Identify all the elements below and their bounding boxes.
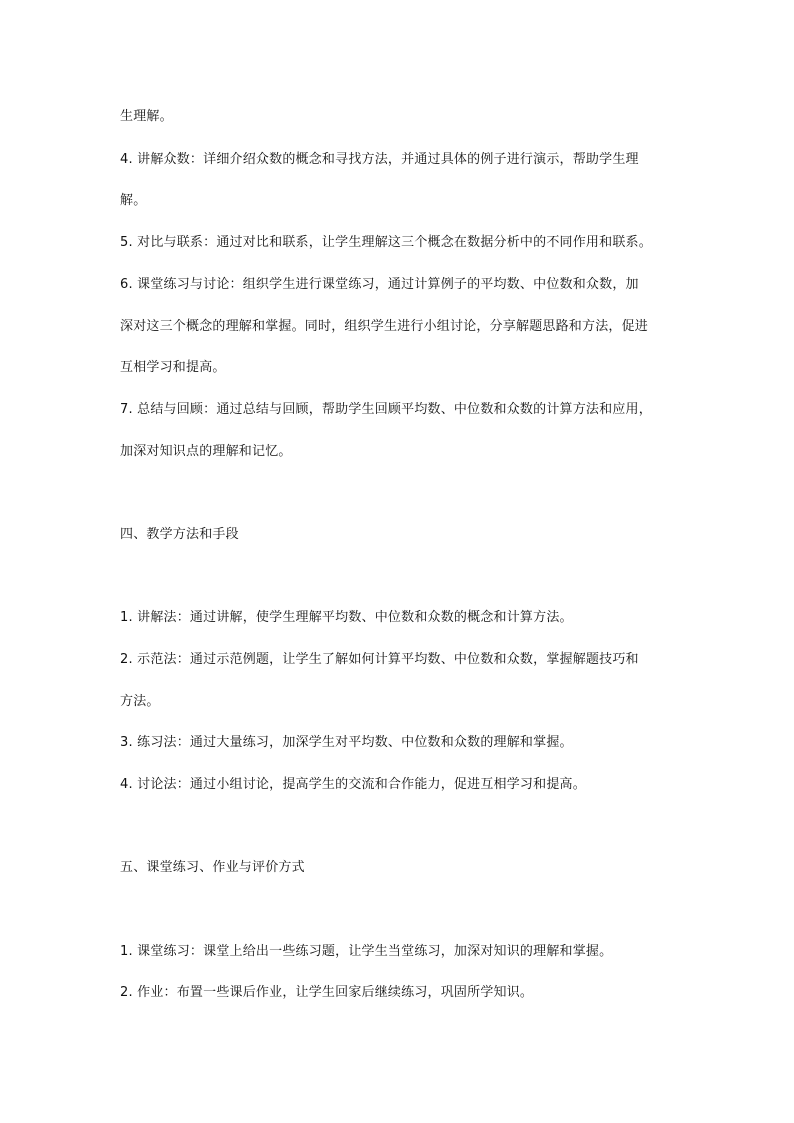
text-line-continuation: 加深对知识点的理解和记忆。 bbox=[120, 444, 292, 459]
list-item-summary-review: 7. 总结与回顾：通过总结与回顾，帮助学生回顾平均数、中位数和众数的计算方法和应用， bbox=[120, 402, 652, 417]
section-heading-practice-homework-evaluation: 五、课堂练习、作业与评价方式 bbox=[120, 860, 305, 875]
list-item-practice-method: 3. 练习法：通过大量练习，加深学生对平均数、中位数和众数的理解和掌握。 bbox=[120, 735, 573, 750]
text-line-continuation: 解。 bbox=[120, 193, 147, 208]
text-line-continuation: 方法。 bbox=[120, 694, 160, 709]
list-item-classroom-practice: 1. 课堂练习：课堂上给出一些练习题，让学生当堂练习，加深对知识的理解和掌握。 bbox=[120, 944, 613, 959]
list-item-demonstration-method: 2. 示范法：通过示范例题，让学生了解如何计算平均数、中位数和众数，掌握解题技巧和 bbox=[120, 652, 639, 667]
section-heading-teaching-methods: 四、教学方法和手段 bbox=[120, 527, 239, 542]
list-item-practice-discussion: 6. 课堂练习与讨论：组织学生进行课堂练习，通过计算例子的平均数、中位数和众数，加 bbox=[120, 277, 639, 292]
list-item-explain-mode: 4. 讲解众数：详细介绍众数的概念和寻找方法，并通过具体的例子进行演示，帮助学生理 bbox=[120, 152, 639, 167]
text-line-continuation: 互相学习和提高。 bbox=[120, 360, 226, 375]
text-line-continuation: 生理解。 bbox=[120, 109, 173, 124]
list-item-compare-relate: 5. 对比与联系：通过对比和联系，让学生理解这三个概念在数据分析中的不同作用和联系。 bbox=[120, 235, 652, 250]
list-item-lecture-method: 1. 讲解法：通过讲解，使学生理解平均数、中位数和众数的概念和计算方法。 bbox=[120, 610, 573, 625]
list-item-discussion-method: 4. 讨论法：通过小组讨论，提高学生的交流和合作能力，促进互相学习和提高。 bbox=[120, 777, 586, 792]
text-line-continuation: 深对这三个概念的理解和掌握。同时，组织学生进行小组讨论，分享解题思路和方法，促进 bbox=[120, 319, 649, 334]
list-item-homework: 2. 作业：布置一些课后作业，让学生回家后继续练习，巩固所学知识。 bbox=[120, 985, 534, 1000]
